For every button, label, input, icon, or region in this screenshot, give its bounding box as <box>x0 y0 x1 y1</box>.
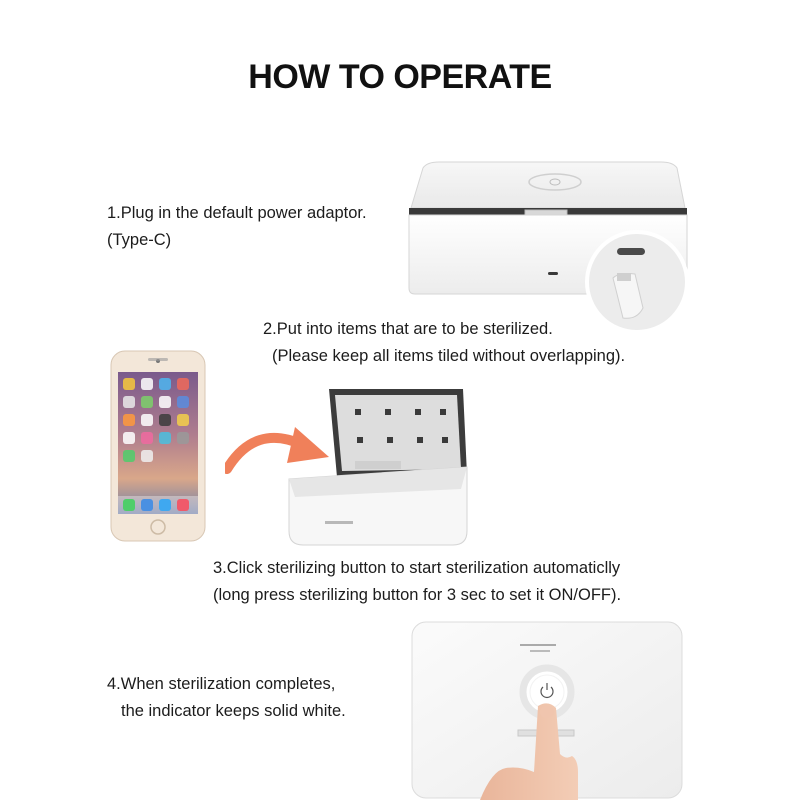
page-title: HOW TO OPERATE <box>248 58 552 96</box>
sterilizer-top-image <box>410 620 685 800</box>
closed-sterilizer-image <box>405 160 705 335</box>
step-4-text <box>107 671 346 725</box>
smartphone-image <box>110 350 206 542</box>
step-3-line-1: 3.Click sterilizing button to start sterilization automaticlly <box>213 559 621 577</box>
step-1-line-2: (Type-C) <box>107 231 172 249</box>
step-3-text <box>213 555 621 609</box>
step-3-line-2: (long press sterilizing button for 3 sec to set it ON/OFF). <box>213 586 622 604</box>
step-4-line-2: the indicator keeps solid white. <box>121 702 346 720</box>
step-4-line-1: 4.When sterilization completes, <box>107 675 336 693</box>
step-2-line-1: 2.Put into items that are to be sterilized. <box>263 320 553 338</box>
open-sterilizer-image <box>285 385 475 550</box>
step-2-line-2: (Please keep all items tiled without overlapping). <box>272 347 626 365</box>
step-1-line-1: 1.Plug in the default power adaptor. <box>107 204 367 222</box>
step-2-text <box>263 316 625 370</box>
step-1-text <box>107 200 367 254</box>
